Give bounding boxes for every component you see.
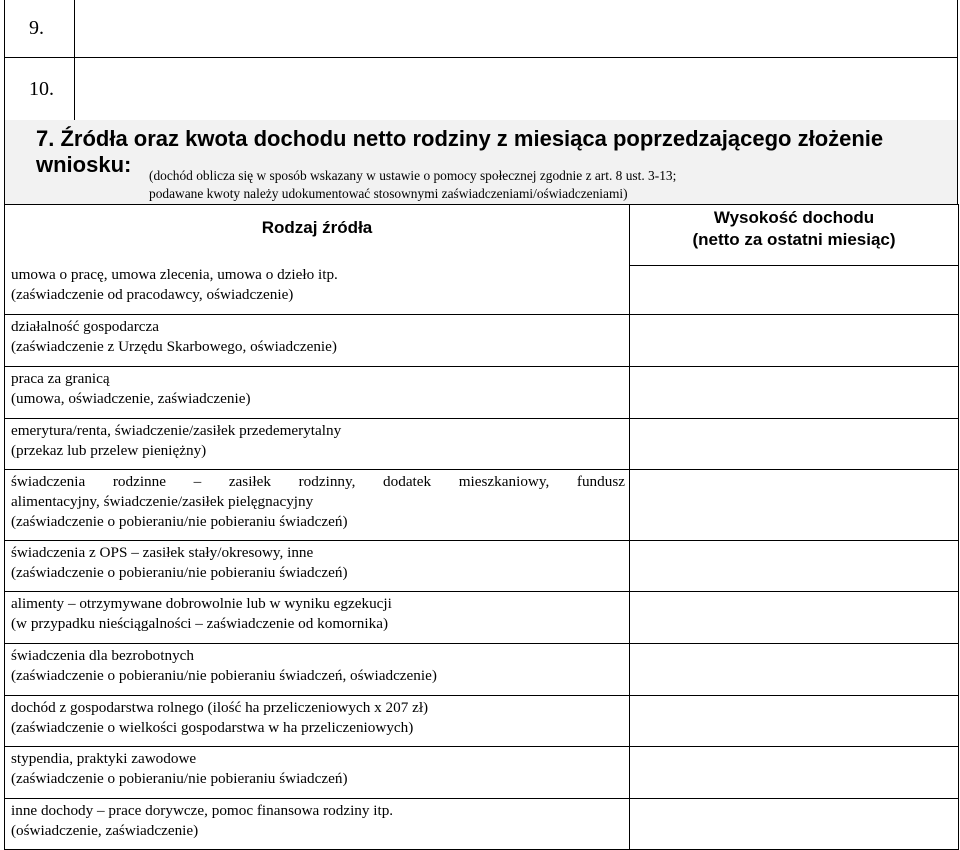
income-source-cell [5, 592, 630, 644]
income-source-line: inne dochody – prace dorywcze, pomoc finansowa rodziny itp. [11, 802, 394, 819]
income-source-line: świadczenia dla bezrobotnych [11, 647, 195, 664]
income-source-cell [5, 747, 630, 799]
income-source-line: praca za granicą [11, 370, 110, 387]
income-source-line: (oświadczenie, zaświadczenie) [11, 822, 199, 839]
income-source-line: świadczenia rodzinne – zasiłek rodzinny, dodatek mieszkaniowy, fundusz [11, 473, 625, 490]
section-title-continued: wniosku: [36, 152, 132, 177]
table-row [5, 644, 959, 696]
income-source-cell [5, 799, 630, 850]
income-amount-field[interactable] [630, 315, 959, 367]
amount-column-header [630, 205, 959, 266]
table-row [5, 592, 959, 644]
income-source-line: (zaświadczenie od pracodawcy, oświadczenie) [11, 286, 294, 303]
income-amount-field[interactable] [630, 644, 959, 696]
income-source-line: (zaświadczenie o pobieraniu/nie pobieraniu świadczeń) [11, 564, 348, 581]
row-entry-field[interactable] [75, 0, 958, 58]
income-source-cell [5, 367, 630, 419]
table-row [5, 367, 959, 419]
income-source-line: działalność gospodarcza [11, 318, 160, 335]
income-source-cell [5, 265, 630, 315]
income-source-cell [5, 541, 630, 592]
section-note: (dochód oblicza się w sposób wskazany w ustawie o pomocy społecznej zgodnie z art. 8 ust. 3-13; [149, 168, 677, 183]
form-page [4, 0, 958, 840]
amount-header-subline: (netto za ostatni miesiąc) [692, 230, 896, 249]
table-row [5, 470, 959, 541]
table-row [5, 315, 959, 367]
table-row [5, 799, 959, 850]
income-source-cell [5, 644, 630, 696]
income-source-line: (przekaz lub przelew pieniężny) [11, 442, 207, 459]
income-source-line: dochód z gospodarstwa rolnego (ilość ha przeliczeniowych x 207 zł) [11, 699, 429, 716]
income-sources-table [4, 204, 959, 850]
income-source-line: (zaświadczenie z Urzędu Skarbowego, oświadczenie) [11, 338, 337, 355]
income-source-line: emerytura/renta, świadczenie/zasiłek przedemerytalny [11, 422, 342, 439]
income-source-cell [5, 470, 630, 541]
income-amount-field[interactable] [630, 470, 959, 541]
section-title: 7. Źródła oraz kwota dochodu netto rodziny z miesiąca poprzedzającego złożenie [36, 126, 884, 151]
income-amount-field[interactable] [630, 592, 959, 644]
table-row [5, 419, 959, 470]
row-entry-field[interactable] [75, 58, 958, 121]
income-source-cell [5, 315, 630, 367]
section-header [4, 120, 958, 204]
table-row [5, 265, 959, 315]
numbered-row [5, 0, 958, 58]
income-source-cell [5, 696, 630, 747]
numbered-row [5, 58, 958, 121]
table-row [5, 747, 959, 799]
income-source-line: alimenty – otrzymywane dobrowolnie lub w wyniku egzekucji [11, 595, 392, 612]
income-source-line: (zaświadczenie o wielkości gospodarstwa w ha przeliczeniowych) [11, 719, 414, 736]
income-source-line: (zaświadczenie o pobieraniu/nie pobieraniu świadczeń) [11, 770, 348, 787]
income-amount-field[interactable] [630, 541, 959, 592]
income-source-line: (zaświadczenie o pobieraniu/nie pobieraniu świadczeń, oświadczenie) [11, 667, 437, 684]
row-number: 10. [5, 58, 75, 121]
table-row [5, 696, 959, 747]
income-amount-field[interactable] [630, 265, 959, 315]
income-source-cell [5, 419, 630, 470]
income-source-line: umowa o pracę, umowa zlecenia, umowa o dzieło itp. [11, 266, 338, 283]
numbered-rows-table [4, 0, 958, 121]
income-amount-field[interactable] [630, 696, 959, 747]
row-number: 9. [5, 0, 75, 58]
table-header-row [5, 205, 959, 266]
income-amount-field[interactable] [630, 367, 959, 419]
income-amount-field[interactable] [630, 419, 959, 470]
income-source-line: (zaświadczenie o pobieraniu/nie pobieraniu świadczeń) [11, 513, 348, 530]
income-source-line: alimentacyjny, świadczenie/zasiłek pielęgnacyjny [11, 493, 314, 510]
income-source-line: (umowa, oświadczenie, zaświadczenie) [11, 390, 251, 407]
amount-header-line: Wysokość dochodu [713, 208, 875, 227]
source-column-header: Rodzaj źródła [5, 205, 630, 266]
income-source-line: (w przypadku nieściągalności – zaświadczenie od komornika) [11, 615, 389, 632]
income-amount-field[interactable] [630, 799, 959, 850]
income-source-line: stypendia, praktyki zawodowe [11, 750, 197, 767]
table-row [5, 541, 959, 592]
section-note-continued: podawane kwoty należy udokumentować stosownymi zaświadczeniami/oświadczeniami) [149, 186, 628, 201]
income-amount-field[interactable] [630, 747, 959, 799]
income-source-line: świadczenia z OPS – zasiłek stały/okresowy, inne [11, 544, 314, 561]
